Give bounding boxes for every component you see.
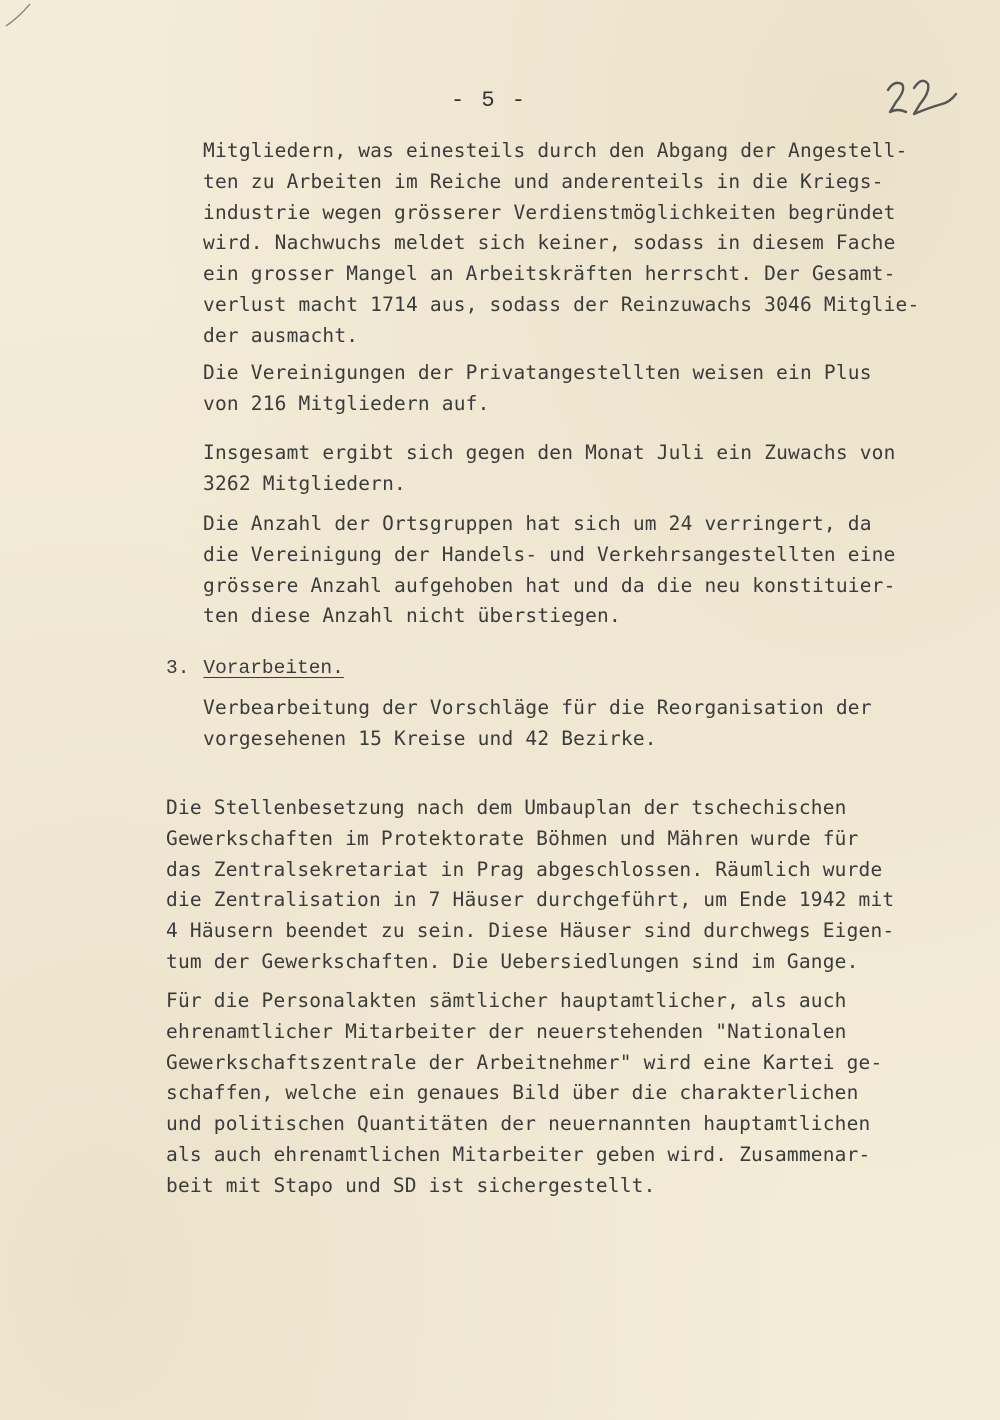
paragraph-local-groups: [203, 509, 896, 632]
text-line: tum der Gewerkschaften. Die Uebersiedlungen sind im Gange.: [166, 949, 859, 973]
text-line: schaffen, welche ein genaues Bild über die charakterlichen: [166, 1081, 859, 1105]
page-number: - 5 -: [451, 88, 528, 113]
section-title: Vorarbeiten.: [203, 657, 344, 679]
text-line: 3262 Mitgliedern.: [203, 471, 406, 495]
text-line: beit mit Stapo und SD ist sichergestellt.: [166, 1173, 656, 1197]
text-line: das Zentralsekretariat in Prag abgeschlossen. Räumlich wurde: [166, 857, 883, 881]
paragraph-staffing: [166, 793, 894, 978]
text-line: Für die Personalakten sämtlicher hauptamtlicher, als auch: [166, 989, 847, 1012]
text-line: ten diese Anzahl nicht überstiegen.: [203, 604, 621, 628]
text-line: industrie wegen grösserer Verdienstmöglichkeiten begründet: [203, 200, 896, 224]
text-line: verlust macht 1714 aus, sodass der Reinzuwachs 3046 Mitglie-: [203, 292, 920, 316]
paragraph-personnel-files: [166, 986, 882, 1202]
text-line: Die Vereinigungen der Privatangestellten weisen ein Plus: [203, 361, 872, 384]
pencil-mark-icon: [0, 0, 60, 40]
text-line: Die Anzahl der Ortsgruppen hat sich um 24 verringert, da: [203, 512, 872, 535]
paragraph-total-growth: [203, 438, 896, 500]
paragraph-membership-loss: [203, 136, 919, 352]
text-line: grössere Anzahl aufgehoben hat und da die neu konstituier-: [203, 573, 896, 597]
text-line: ehrenamtlicher Mitarbeiter der neuerstehenden "Nationalen: [166, 1019, 847, 1043]
text-line: Gewerkschaften im Protektorate Böhmen und Mähren wurde für: [166, 826, 859, 850]
text-line: Insgesamt ergibt sich gegen den Monat Juli ein Zuwachs von: [203, 441, 896, 464]
paragraph-reorganisation: [203, 693, 872, 755]
text-line: 4 Häusern beendet zu sein. Diese Häuser sind durchwegs Eigen-: [166, 919, 895, 943]
text-line: Die Stellenbesetzung nach dem Umbauplan der tschechischen: [166, 796, 847, 819]
text-line: vorgesehenen 15 Kreise und 42 Bezirke.: [203, 726, 657, 750]
text-line: ein grosser Mangel an Arbeitskräften herrscht. Der Gesamt-: [203, 262, 896, 286]
paragraph-private-employees: [203, 358, 872, 420]
text-line: wird. Nachwuchs meldet sich keiner, sodass in diesem Fache: [203, 231, 896, 255]
text-line: als auch ehrenamtlichen Mitarbeiter geben wird. Zusammenar-: [166, 1142, 871, 1166]
handwritten-folio-22: [880, 72, 960, 128]
text-line: die Vereinigung der Handels- und Verkehrsangestellten eine: [203, 542, 896, 566]
text-line: Mitgliedern, was einesteils durch den Abgang der Angestell-: [203, 139, 908, 162]
text-line: die Zentralisation in 7 Häuser durchgeführt, um Ende 1942 mit: [166, 888, 895, 912]
text-line: und politischen Quantitäten der neuernannten hauptamtlichen: [166, 1112, 871, 1136]
text-line: ten zu Arbeiten im Reiche und anderenteils in die Kriegs-: [203, 169, 884, 193]
text-line: der ausmacht.: [203, 323, 359, 347]
text-line: von 216 Mitgliedern auf.: [203, 391, 490, 415]
text-line: Verbearbeitung der Vorschläge für die Reorganisation der: [203, 696, 872, 719]
text-line: Gewerkschaftszentrale der Arbeitnehmer" wird eine Kartei ge-: [166, 1050, 883, 1074]
section-number: 3.: [166, 657, 190, 679]
section-heading-vorarbeiten: [166, 653, 344, 683]
